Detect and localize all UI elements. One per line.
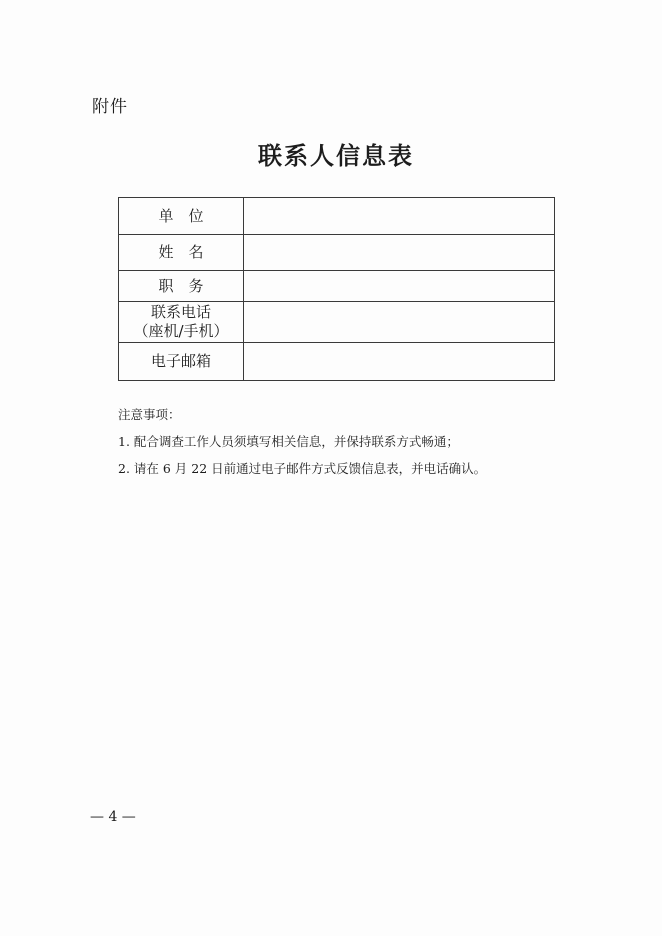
table-row: [119, 235, 555, 271]
note-item: 2. 请在 6 月 22 日前通过电子邮件方式反馈信息表，并电话确认。: [118, 461, 487, 476]
page-number: — 4 —: [90, 809, 136, 825]
note-item: 1. 配合调查工作人员须填写相关信息，并保持联系方式畅通；: [118, 434, 459, 449]
table-row: [119, 271, 555, 302]
unit-value-field[interactable]: [244, 198, 555, 235]
document-title: 联系人信息表: [258, 141, 414, 170]
name-value-field[interactable]: [244, 235, 555, 271]
row-label-email: [119, 343, 244, 381]
row-label-text: 职 务: [158, 276, 204, 295]
table-row: [119, 343, 555, 381]
position-value-field[interactable]: [244, 271, 555, 302]
row-label-text: 姓 名: [158, 243, 204, 261]
row-label-text: 电子邮箱: [150, 352, 211, 370]
row-label-unit: [119, 198, 244, 235]
table-row: [119, 302, 555, 343]
row-label-phone: [119, 302, 244, 343]
row-label-text: 单 位: [158, 206, 204, 225]
phone-value-field[interactable]: [244, 302, 555, 343]
row-label-name: [119, 235, 244, 271]
row-label-subtext: （座机/手机）: [133, 322, 229, 340]
row-label-text: 联系电话: [150, 303, 211, 321]
row-label-position: [119, 271, 244, 302]
notes-section: [118, 401, 486, 482]
email-value-field[interactable]: [244, 343, 555, 381]
contact-info-table: [118, 197, 555, 381]
table-row: [119, 198, 555, 235]
notes-heading: 注意事项：: [118, 407, 181, 422]
attachment-label: 附件: [92, 97, 128, 117]
